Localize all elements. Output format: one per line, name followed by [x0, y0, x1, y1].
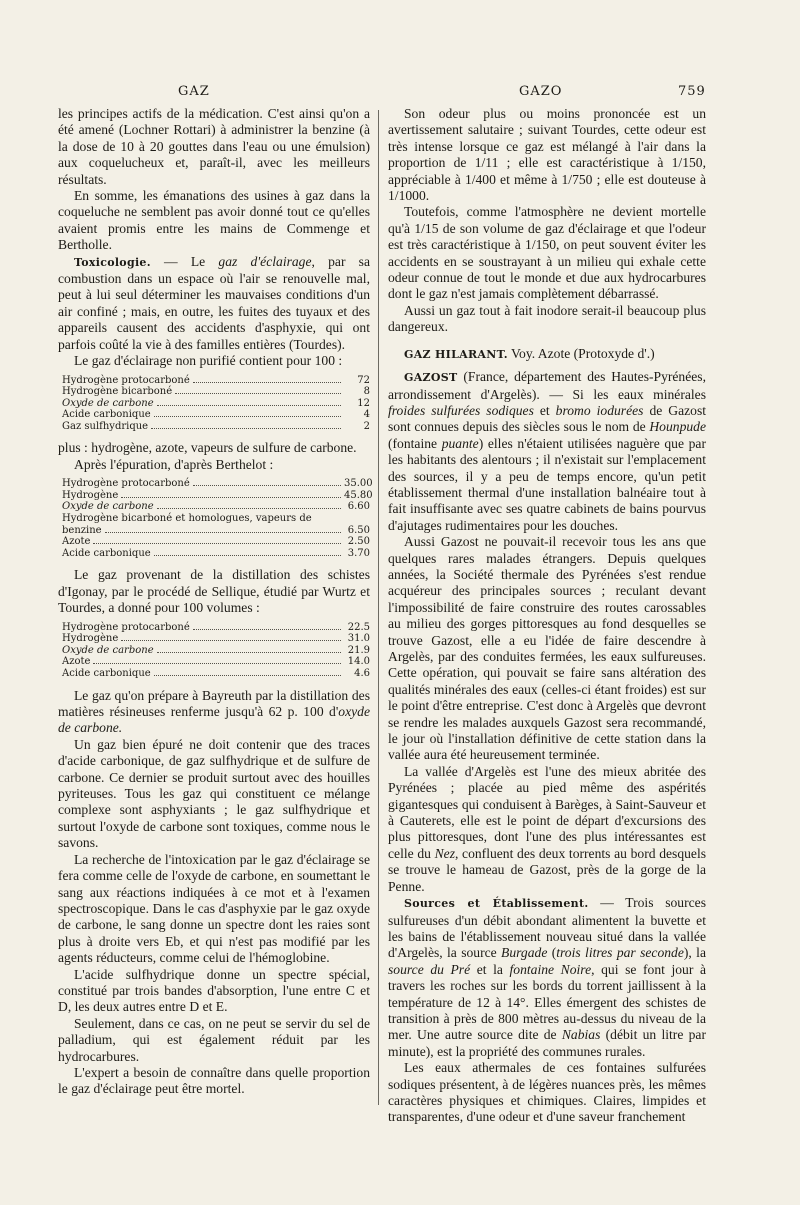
leader-dots — [157, 652, 341, 653]
table-row — [62, 548, 370, 560]
composition-table — [62, 622, 370, 680]
table-row — [62, 489, 373, 502]
component-name: Hydrogène — [62, 489, 119, 501]
component-value: 8 — [363, 386, 370, 398]
component-name: benzine — [62, 524, 102, 536]
leader-dots — [121, 640, 341, 641]
paragraph: Le gaz provenant de la distillation des schistes d'Igonay, par le procédé de Sellique, étudié par Wurtz et Tourdes, a donné pour 100 volumes : — [58, 567, 370, 616]
leader-dots — [193, 382, 341, 383]
component-value: 12 — [357, 397, 370, 409]
component-name: Hydrogène protocarboné — [62, 374, 190, 386]
component-value: 4.6 — [354, 668, 370, 680]
table-row — [62, 501, 370, 513]
component-value: 45.80 — [344, 489, 373, 501]
table-row — [62, 375, 370, 387]
component-value: 2.50 — [347, 536, 370, 548]
dictionary-entry: GAZOST (France, département des Hautes-Pyrénées, arrondissement d'Argelès). — Si les eaux minérales froides sulfurées sodiques et bromo iodurées de Gazost sont connues depuis des siècles sous le nom de Hounpude (fontaine puante) elles n'étaient utilisées naguère que par les habitants des alentours ; il n'existait sur l'emplacement des sources, il y a peu de temps encore, qu'un petit établissement thermal d'une installation balnéaire tout à fait insuffisante avec ses quatre cabinets de bains pourvus d'ajutages rudimentaires pour les douches. — [388, 369, 707, 533]
table-row — [62, 421, 370, 433]
table-row — [62, 622, 370, 634]
component-name: Hydrogène — [62, 633, 119, 645]
page-number: 759 — [678, 84, 706, 99]
component-value: 2 — [363, 420, 370, 432]
paragraph: Le gaz d'éclairage non purifié contient pour 100 : — [74, 353, 343, 369]
leader-dots — [157, 508, 341, 509]
component-name: Hydrogène bicarboné — [62, 386, 173, 398]
component-value: 21.9 — [347, 644, 370, 656]
paragraph: L'expert a besoin de connaître dans quelle proportion le gaz d'éclairage peut être mortel. — [58, 1064, 370, 1097]
component-name: Oxyde de carbone — [62, 397, 154, 409]
component-value: 72 — [357, 374, 370, 386]
right-column — [388, 106, 706, 1126]
table-row — [62, 536, 370, 548]
running-head-right: GAZO — [519, 84, 563, 99]
component-value: 3.70 — [347, 547, 370, 559]
paragraph: Son odeur plus ou moins prononcée est un avertissement salutaire ; suivant Tourdes, cette odeur est très intense lorsque ce gaz est mélangé à l'air dans la proportion de 1/11 ; elle est caractéristique à 1/150, appréciable à 1/400 et même à 1/750 ; elle est douteuse à 1/1000. — [388, 106, 706, 204]
leader-dots — [154, 555, 341, 556]
table-row — [62, 633, 370, 645]
paragraph: En somme, les émanations des usines à gaz dans la coqueluche ne semblent pas avoir donné tout ce qu'elles avaient promis entre les mains de Commenge et Bertholle. — [58, 188, 370, 253]
component-value: 6.50 — [347, 524, 370, 536]
leader-dots — [151, 428, 341, 429]
table-row — [62, 645, 370, 657]
component-name: Azote — [62, 656, 91, 668]
component-name: Oxyde de carbone — [62, 644, 154, 656]
component-value: 35.00 — [344, 478, 373, 490]
component-name: Hydrogène protocarboné — [62, 621, 190, 633]
table-row — [62, 398, 370, 410]
entry-headword: GAZ HILARANT. — [404, 347, 508, 361]
component-name: Acide carbonique — [62, 547, 151, 559]
paragraph: Seulement, dans ce cas, on ne peut se servir du sel de palladium, qui est également réduit par les hydrocarbures. — [58, 1015, 370, 1064]
leader-dots — [154, 416, 341, 417]
paragraph: Aussi Gazost ne pouvait-il recevoir tous les ans que quelques rares malades étrangers. Depuis quelques années, la Société thermale des Pyrénées s'est rendue acquéreur des principales sources ; reculant devant l'impossibilité de faire construire des routes carossables au milieu des gorges pittoresques au fond desquelles se trouve Gazost, elle a eu l'idée de faire descendre à Argelès, par des conduites fermées, les eaux sulfureuses. Cette opération, qui pouvait se faire sans altération des qualités minérales des eaux (celles-ci étant froides) est sur le point d'être entreprise. C'est donc à Argelès que devront se rendre les malades auxquels Gazost sera recommandé, le jour où l'installation définitive de cette station dans la vallée aura été heureusement terminée. — [388, 534, 706, 763]
entry-headword: GAZOST — [404, 371, 458, 385]
component-value: 4 — [363, 409, 370, 421]
paragraph: L'acide sulfhydrique donne un spectre spécial, constitué par trois bandes d'absorption, l'une entre C et D, les deux autres entre D et E. — [58, 966, 370, 1015]
component-name: Hydrogène bicarboné et homologues, vapeurs de — [62, 513, 312, 525]
component-value: 31.0 — [347, 633, 370, 645]
component-value: 14.0 — [347, 656, 370, 668]
table-row — [62, 656, 370, 668]
leader-dots — [193, 485, 341, 486]
paragraph: La recherche de l'intoxication par le gaz d'éclairage se fera comme celle de l'oxyde de carbone, en soumettant le sang aux réactions indiquées à ce mot et à l'examen spectroscopique. Dans le cas d'asphyxie par le gaz oxyde de carbone, le sang donne un spectre dont les raies sont plus à droite vers Eb, et qui n'est pas modifié par les agents réducteurs, comme celui de l'hémoglobine. — [58, 851, 370, 966]
section-heading: Sources et Établissement. — [404, 897, 589, 911]
paragraph: Les eaux athermales de ces fontaines sulfurées sodiques présentent, à de légères nuances près, les mêmes caractères physiques et chimiques. Claires, limpides et transparentes, d'une odeur et d'une saveur franchement — [388, 1060, 706, 1125]
table-row — [62, 668, 370, 680]
leader-dots — [105, 532, 341, 533]
table-row — [62, 386, 370, 398]
component-name: Oxyde de carbone — [62, 501, 154, 513]
component-value: 6.60 — [347, 501, 370, 513]
component-value: 22.5 — [347, 621, 370, 633]
paragraph: plus : hydrogène, azote, vapeurs de sulfure de carbone. — [58, 440, 357, 456]
leader-dots — [121, 497, 341, 498]
paragraph: Toutefois, comme l'atmosphère ne devient mortelle qu'à 1/15 de son volume de gaz d'éclairage et que l'odeur est très caractéristique à 1/150, on peut souvent éviter les accidents en se soustrayant à un milieu qui exhale cette odeur connue de tout le monde et due aux hydrocarbures dont le gaz n'est jamais complètement débarrassé. — [388, 204, 706, 302]
column-divider — [378, 110, 379, 1105]
paragraph: Un gaz bien épuré ne doit contenir que des traces d'acide carbonique, de gaz sulfhydrique et de sulfure de carbone. Ce dernier se produit surtout avec des houilles pyriteuses. Tous les gaz qui constituent ce mélange complexe sont asphyxiants ; le gaz sulfhydrique et surtout l'oxyde de carbone sont toxiques, comme nous le savons. — [58, 736, 370, 851]
leader-dots — [157, 405, 341, 406]
leader-dots — [154, 675, 341, 676]
table-row — [62, 478, 373, 490]
table-row — [62, 409, 370, 421]
component-name: Acide carbonique — [62, 668, 151, 680]
leader-dots — [93, 663, 341, 664]
paragraph: Sources et Établissement. — Trois sources sulfureuses d'un débit abondant alimentent la buvette et les bains de l'établissement nouveau situé dans la vallée d'Argelès, la source Burgade (trois litres par seconde), la source du Pré et la fontaine Noire, qui se font jour à travers les roches sur les bords du torrent jaillissent à la température de 12 à 14°. Elles émergent des schistes de transition à près de 800 mètres au-dessus du niveau de la mer. Une autre source dite de Nabias (débit un litre par minute), est la propriété des communes rurales. — [388, 895, 706, 1059]
table-row — [62, 513, 370, 525]
leader-dots — [193, 629, 341, 630]
leader-dots — [93, 543, 341, 544]
leader-dots — [175, 393, 341, 394]
section-heading: Toxicologie. — [74, 255, 151, 269]
composition-table — [62, 478, 373, 559]
component-name: Hydrogène protocarboné — [62, 478, 190, 490]
component-name: Acide carbonique — [62, 409, 151, 421]
paragraph: La vallée d'Argelès est l'une des mieux abritée des Pyrénées ; placée au pied même des aspérités gigantesques qui conduisent à Barèges, à Saint-Sauveur et à Cauterets, elle est le point de départ d'excursions des plus pittoresques, dont l'une des plus intéressantes est celle du Nez, confluent des deux torrents au bord desquels se trouve le hameau de Gazost, près de la gorge de la Penne. — [388, 763, 707, 894]
paragraph: Toxicologie. — Le gaz d'éclairage, par sa combustion dans un espace où l'air se renouvelle mal, peut à lui seul déterminer les mauvaises conditions d'un air confiné ; mais, en outre, les fuites des tuyaux et des appareils causent des accidents d'asphyxie, qui ont parfois coûté la vie à des familles entières (Tourdes). — [58, 253, 370, 352]
table-row — [62, 525, 370, 537]
paragraph: Aussi un gaz tout à fait inodore serait-il beaucoup plus dangereux. — [388, 302, 706, 335]
left-column — [58, 106, 373, 1098]
component-name: Gaz sulfhydrique — [62, 420, 149, 432]
paragraph: Le gaz qu'on prépare à Bayreuth par la distillation des matières résineuses renferme jusqu'à 62 p. 100 d'oxyde de carbone. — [58, 687, 370, 736]
paragraph: Après l'épuration, d'après Berthelot : — [74, 456, 274, 472]
composition-table — [62, 375, 370, 433]
paragraph: les principes actifs de la médication. C'est ainsi qu'on a été amené (Lochner Rottari) à administrer la benzine (à la dose de 10 à 20 gouttes dans l'eau ou une émulsion) aux coquelucheux et, paraît-il, avec les meilleurs résultats. — [58, 106, 370, 187]
running-head-left: GAZ — [178, 84, 210, 99]
component-name: Azote — [62, 536, 91, 548]
dictionary-entry: GAZ HILARANT. Voy. Azote (Protoxyde d'.) — [404, 345, 655, 361]
